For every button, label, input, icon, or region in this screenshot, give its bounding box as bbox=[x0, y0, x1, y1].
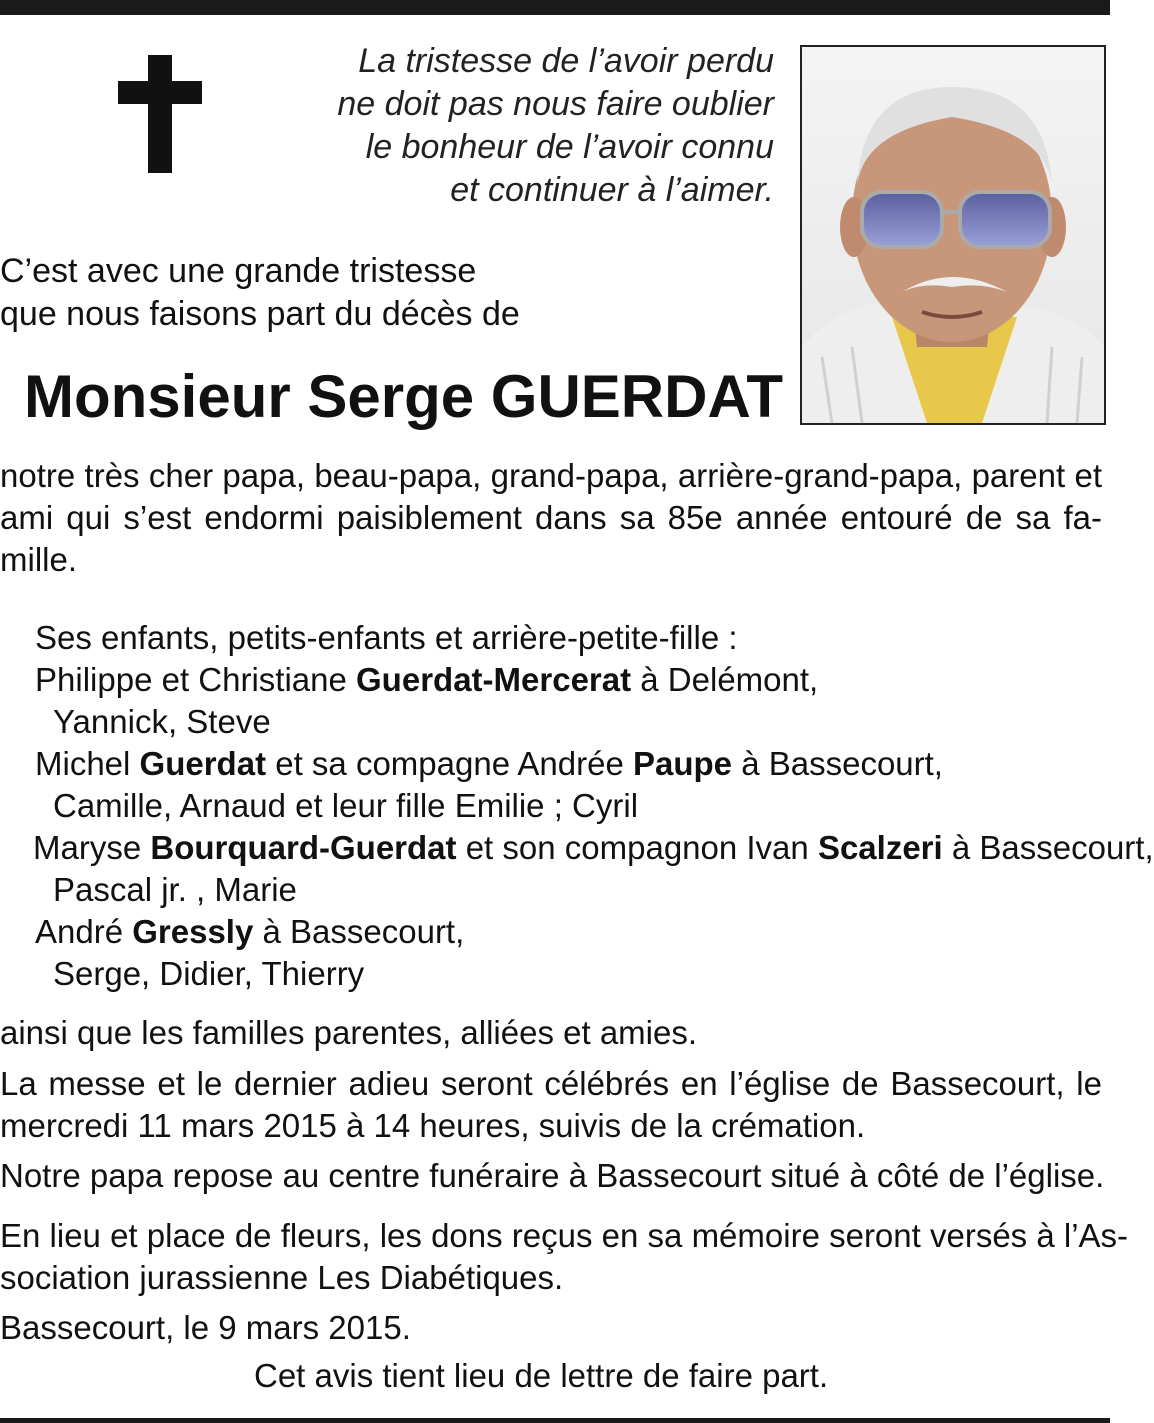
poem-line: La tristesse de l’avoir perdu bbox=[358, 42, 774, 80]
bottom-rule bbox=[0, 1418, 1110, 1423]
description bbox=[0, 455, 1102, 581]
poem bbox=[294, 40, 774, 212]
poem-line: le bonheur de l’avoir connu bbox=[365, 128, 774, 166]
family-list bbox=[35, 617, 1154, 995]
rest-text: Notre papa repose au centre funéraire à Bassecourt situé à côté de l’église. bbox=[0, 1157, 1105, 1194]
poem-line: ne doit pas nous faire oublier bbox=[337, 85, 774, 123]
description-line: notre très cher papa, beau-papa, grand-papa, arrière-grand-papa, parent et bbox=[0, 457, 1102, 494]
family-children: Pascal jr. , Marie bbox=[53, 871, 297, 908]
intro-line: C’est avec une grande tristesse bbox=[0, 252, 477, 290]
relatives-text: ainsi que les familles parentes, alliées et amies. bbox=[0, 1014, 698, 1051]
portrait-photo bbox=[800, 45, 1106, 425]
deceased-name: Monsieur Serge GUERDAT bbox=[24, 363, 783, 430]
family-row: Philippe et Christiane Guerdat-Mercerat à Delémont, bbox=[35, 661, 819, 698]
family-children: Yannick, Steve bbox=[53, 703, 271, 740]
ceremony-text: La messe et le dernier adieu seront célébrés en l’église de Bassecourt, le mercredi 11 mars 2015 à 14 heures, suivis de la crémation. bbox=[0, 1065, 1102, 1144]
poem-line: et continuer à l’aimer. bbox=[450, 171, 774, 209]
donation-text: En lieu et place de fleurs, les dons reçus en sa mémoire seront versés à l’As- sociation jurassienne Les Diabétiques. bbox=[0, 1217, 1129, 1296]
intro bbox=[0, 250, 520, 336]
closing-text: Cet avis tient lieu de lettre de faire part. bbox=[254, 1357, 829, 1394]
description-line: ami qui s’est endormi paisiblement dans sa 85e année entouré de sa fa- bbox=[0, 499, 1102, 536]
family-children: Serge, Didier, Thierry bbox=[53, 955, 365, 992]
family-row: Michel Guerdat et sa compagne Andrée Paupe à Bassecourt, bbox=[35, 745, 943, 782]
family-heading: Ses enfants, petits-enfants et arrière-petite-fille : bbox=[35, 619, 738, 656]
family-row: Maryse Bourquard-Guerdat et son compagnon Ivan Scalzeri à Bassecourt, bbox=[33, 829, 1154, 866]
top-rule bbox=[0, 0, 1110, 15]
family-children: Camille, Arnaud et leur fille Emilie ; Cyril bbox=[53, 787, 639, 824]
cross-icon bbox=[118, 55, 202, 173]
description-line: mille. bbox=[0, 541, 78, 578]
family-row: André Gressly à Bassecourt, bbox=[35, 913, 465, 950]
place-date: Bassecourt, le 9 mars 2015. bbox=[0, 1309, 411, 1346]
intro-line: que nous faisons part du décès de bbox=[0, 295, 520, 333]
